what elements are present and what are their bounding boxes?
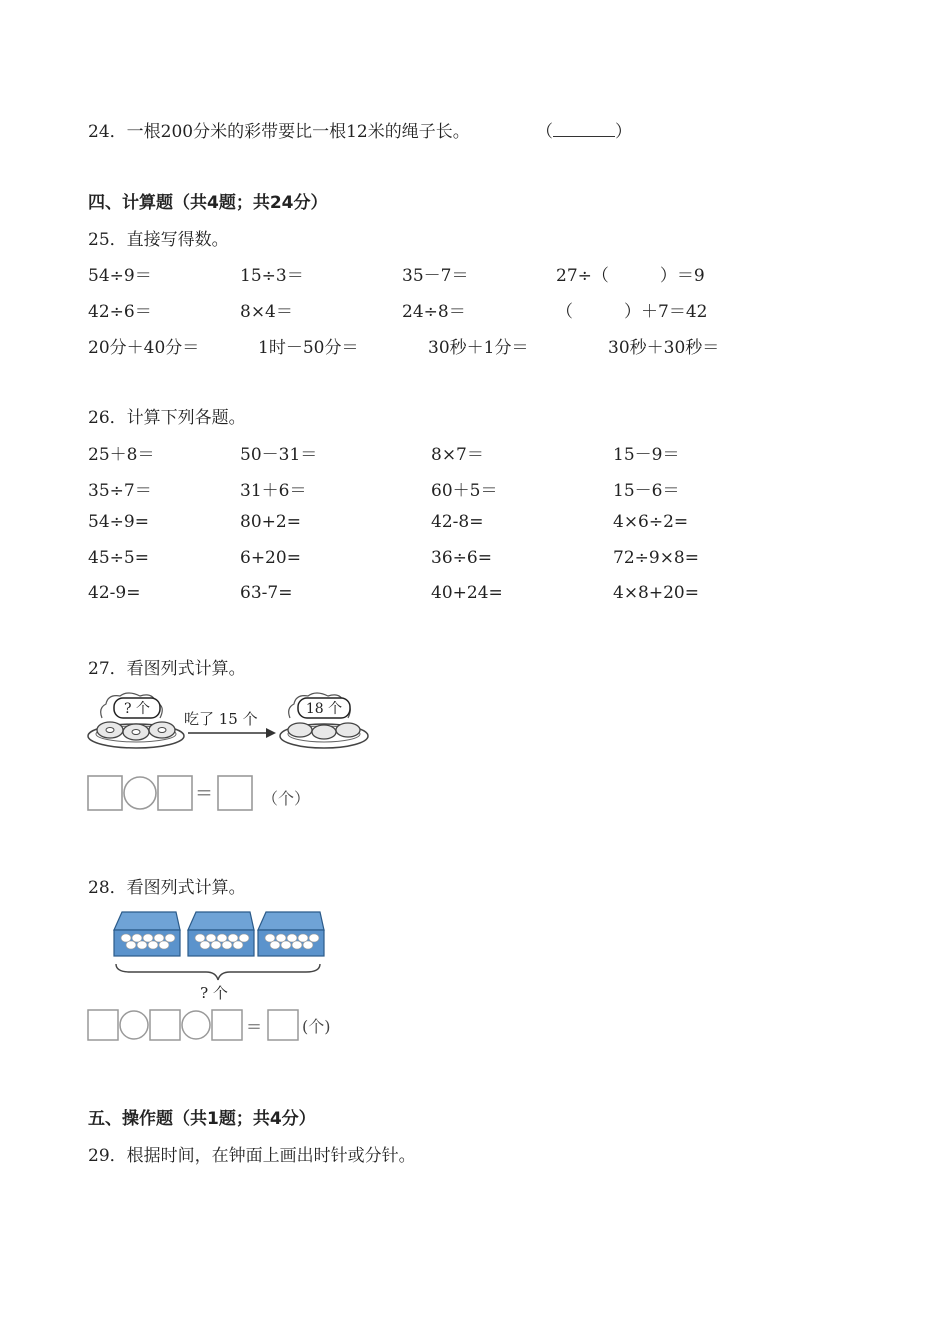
q26-item: 42-9= — [88, 583, 141, 603]
arrow-icon — [188, 728, 276, 738]
q26-item: 6+20= — [240, 548, 301, 568]
operator-circle[interactable] — [124, 777, 156, 809]
svg-text:18 个: 18 个 — [305, 701, 343, 717]
section-4-heading: 四、计算题（共4题；共24分） — [88, 193, 328, 213]
arrow-label: 吃了 15 个 — [184, 710, 258, 728]
q28-figure — [110, 908, 340, 1002]
question-28-title: 28．看图列式计算。 — [88, 878, 246, 898]
q25-item: （ ）＋7＝42 — [556, 302, 708, 322]
q26-item: 15－6＝ — [613, 481, 680, 501]
equals-sign: = — [246, 1016, 262, 1037]
svg-text:? 个: ? 个 — [124, 701, 150, 717]
egg-carton-icon — [258, 912, 324, 956]
question-29-title: 29．根据时间，在钟面上画出时针或分针。 — [88, 1146, 416, 1166]
q27-unit: （个） — [262, 789, 311, 808]
q28-equation — [86, 1008, 366, 1044]
q26-item: 31＋6＝ — [240, 481, 307, 501]
egg-carton-icon — [114, 912, 180, 956]
brace-label: ? 个 — [200, 984, 228, 1002]
q25-item: 30秒＋1分＝ — [428, 338, 529, 358]
q27-figure — [84, 688, 374, 758]
q25-item: 15÷3＝ — [240, 266, 304, 286]
answer-box[interactable] — [88, 776, 122, 810]
q26-item: 42-8= — [431, 512, 484, 532]
q26-item: 25＋8＝ — [88, 445, 155, 465]
q26-item: 35÷7＝ — [88, 481, 152, 501]
q25-item: 42÷6＝ — [88, 302, 152, 322]
q25-item: 27÷（ ）＝9 — [556, 266, 705, 286]
answer-box[interactable] — [88, 1010, 118, 1040]
q26-item: 36÷6= — [431, 548, 492, 568]
q25-item: 54÷9＝ — [88, 266, 152, 286]
question-24 — [88, 117, 470, 142]
question-24-text: 24．一根200分米的彩带要比一根12米的绳子长。 — [88, 122, 470, 142]
operator-circle[interactable] — [182, 1011, 210, 1039]
right-bubble — [298, 698, 350, 718]
answer-box[interactable] — [158, 776, 192, 810]
q26-item: 80+2= — [240, 512, 301, 532]
q26-item: 60＋5＝ — [431, 481, 498, 501]
question-27-title: 27．看图列式计算。 — [88, 659, 246, 679]
operator-circle[interactable] — [120, 1011, 148, 1039]
q25-item: 35－7＝ — [402, 266, 469, 286]
q26-item: 15－9＝ — [613, 445, 680, 465]
q26-item: 63-7= — [240, 583, 293, 603]
q26-item: 4×6÷2= — [613, 512, 689, 532]
question-26-title: 26．计算下列各题。 — [88, 408, 246, 428]
answer-box[interactable] — [218, 776, 252, 810]
answer-blank-24[interactable]: （ ） — [536, 122, 632, 142]
q26-item: 50－31＝ — [240, 445, 318, 465]
q25-item: 20分＋40分＝ — [88, 338, 200, 358]
answer-box[interactable] — [212, 1010, 242, 1040]
q25-item: 30秒＋30秒＝ — [608, 338, 720, 358]
q26-item: 45÷5= — [88, 548, 149, 568]
left-bubble — [114, 698, 160, 718]
section-5-heading: 五、操作题（共1题；共4分） — [88, 1109, 316, 1129]
answer-box[interactable] — [268, 1010, 298, 1040]
q26-item: 72÷9×8= — [613, 548, 699, 568]
q28-unit: (个) — [302, 1017, 331, 1036]
q26-item: 4×8+20= — [613, 583, 699, 603]
q26-item: 40+24= — [431, 583, 503, 603]
q25-item: 1时－50分＝ — [258, 338, 359, 358]
q25-item: 8×4＝ — [240, 302, 293, 322]
q25-item: 24÷8＝ — [402, 302, 466, 322]
answer-box[interactable] — [150, 1010, 180, 1040]
equals-sign: = — [195, 780, 213, 804]
egg-carton-icon — [188, 912, 254, 956]
brace-icon — [116, 964, 320, 980]
q26-item: 54÷9= — [88, 512, 149, 532]
question-25-title: 25．直接写得数。 — [88, 230, 229, 250]
q26-item: 8×7＝ — [431, 445, 484, 465]
